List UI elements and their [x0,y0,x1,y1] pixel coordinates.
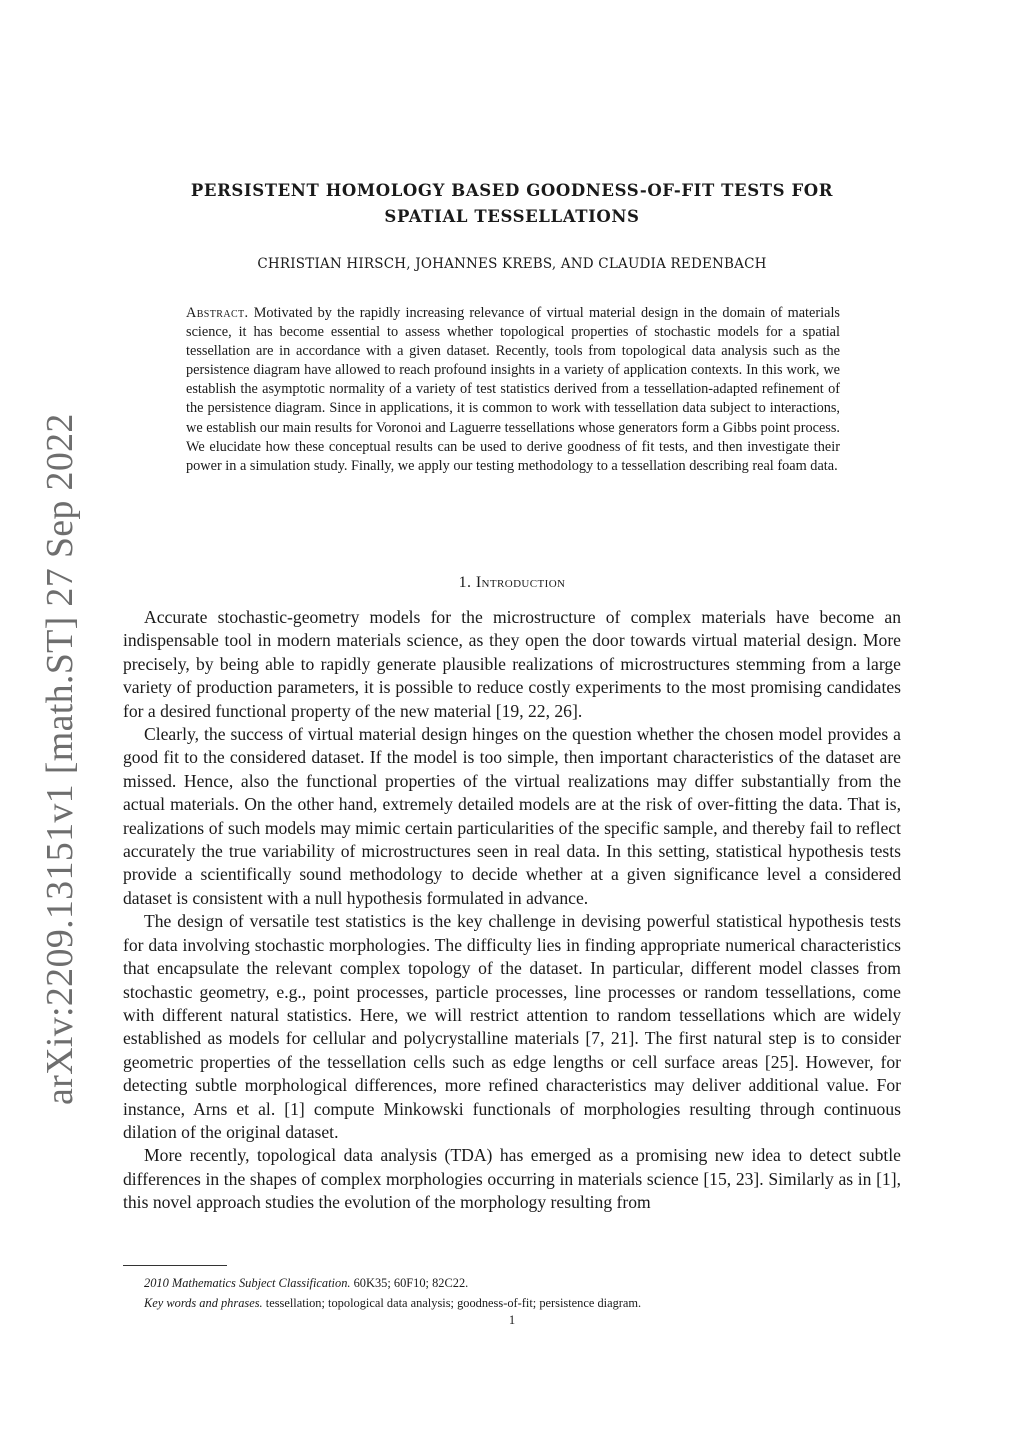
abstract-label: Abstract. [186,305,249,321]
paper-title [140,178,884,230]
msc-value: 60K35; 60F10; 82C22. [353,1276,469,1290]
paragraph: The design of versatile test statistics is the key challenge in devising powerful statistical hypothesis tests for data involving stochastic morphologies. The difficulty lies in finding appropriate numerical characteristics that encapsulate the relevant complex topology of the dataset. In particular, different model classes from stochastic geometry, e.g., point processes, particle processes, line processes or random tessellations, come with different natural statistics. Here, we will restrict attention to random tessellations which are widely established as models for cellular and polycrystalline materials [7, 21]. The first natural step is to consider geometric properties of the tessellation cells such as edge lengths or cell surface areas [25]. However, for detecting subtle morphological differences, more refined characteristics may deliver additional value. For instance, Arns et al. [1] compute Minkowski functionals of morphologies resulting through continuous dilation of the original dataset. [123,911,901,1142]
arxiv-stamp: arXiv:2209.13151v1 [math.ST] 27 Sep 2022 [39,413,81,1105]
author-list: CHRISTIAN HIRSCH, JOHANNES KREBS, AND CLAUDIA REDENBACH [257,256,767,272]
abstract-text: Motivated by the rapidly increasing relevance of virtual material design in the domain of materials science, it has become essential to assess whether topological properties of stochastic models for a spatial tessellation are in accordance with a given dataset. Recently, tools from topological data analysis such as the persistence diagram have allowed to reach profound insights in a variety of application contexts. In this work, we establish the asymptotic normality of a variety of test statistics derived from a tessellation-adapted refinement of the persistence diagram. Since in applications, it is common to work with tessellation data subject to interactions, we establish our main results for Voronoi and Laguerre tessellations whose generators form a Gibbs point process. We elucidate how these conceptual results can be used to derive goodness of fit tests, and then investigate their power in a simulation study. Finally, we apply our testing methodology to a tessellation describing real foam data. [186,305,840,474]
section-number: 1. [458,574,472,591]
paragraph: Clearly, the success of virtual material design hinges on the question whether the chosen model provides a good fit to the considered dataset. If the model is too simple, then important characteristics of the dataset are missed. Hence, also the functional properties of the virtual realizations may differ substantially from the actual materials. On the other hand, extremely detailed models are at the risk of over-fitting the data. That is, realizations of such models may mimic certain particularities of the specific sample, and thereby fail to reflect accurately the true variability of microstructures seen in real data. In this setting, statistical hypothesis tests provide a scientifically sound methodology to decide whether at a given significance level a considered dataset is consistent with a null hypothesis formulated in advance. [123,724,901,908]
footnote-msc [123,1273,901,1293]
section-heading [140,574,884,592]
section-title: Introduction [475,574,566,591]
paragraph: More recently, topological data analysis (TDA) has emerged as a promising new idea to detect subtle differences in the shapes of complex morphologies occurring in materials science [15, 23]. Similarly as in [1], this novel approach studies the evolution of the morphology resulting from [123,1145,901,1213]
footnote-rule [123,1265,227,1266]
title-line-2: SPATIAL TESSELLATIONS [384,207,640,226]
body-text [123,606,901,1215]
keywords-value: tessellation; topological data analysis; goodness-of-fit; persistence diagram. [265,1296,642,1310]
title-line-1: PERSISTENT HOMOLOGY BASED GOODNESS-OF-FIT TESTS FOR [190,181,834,200]
page-number: 1 [508,1313,516,1327]
msc-label: 2010 Mathematics Subject Classification. [144,1276,351,1290]
abstract [186,304,840,476]
footnotes [123,1273,901,1313]
paragraph: Accurate stochastic-geometry models for the microstructure of complex materials have become an indispensable tool in modern materials science, as they open the door towards virtual material design. More precisely, by being able to rapidly generate plausible realizations of microstructures stemming from a large variety of production parameters, it is possible to reduce costly experiments to the most promising candidates for a desired functional property of the new material [19, 22, 26]. [123,607,901,721]
footnote-keywords [123,1293,901,1313]
keywords-label: Key words and phrases. [144,1296,263,1310]
